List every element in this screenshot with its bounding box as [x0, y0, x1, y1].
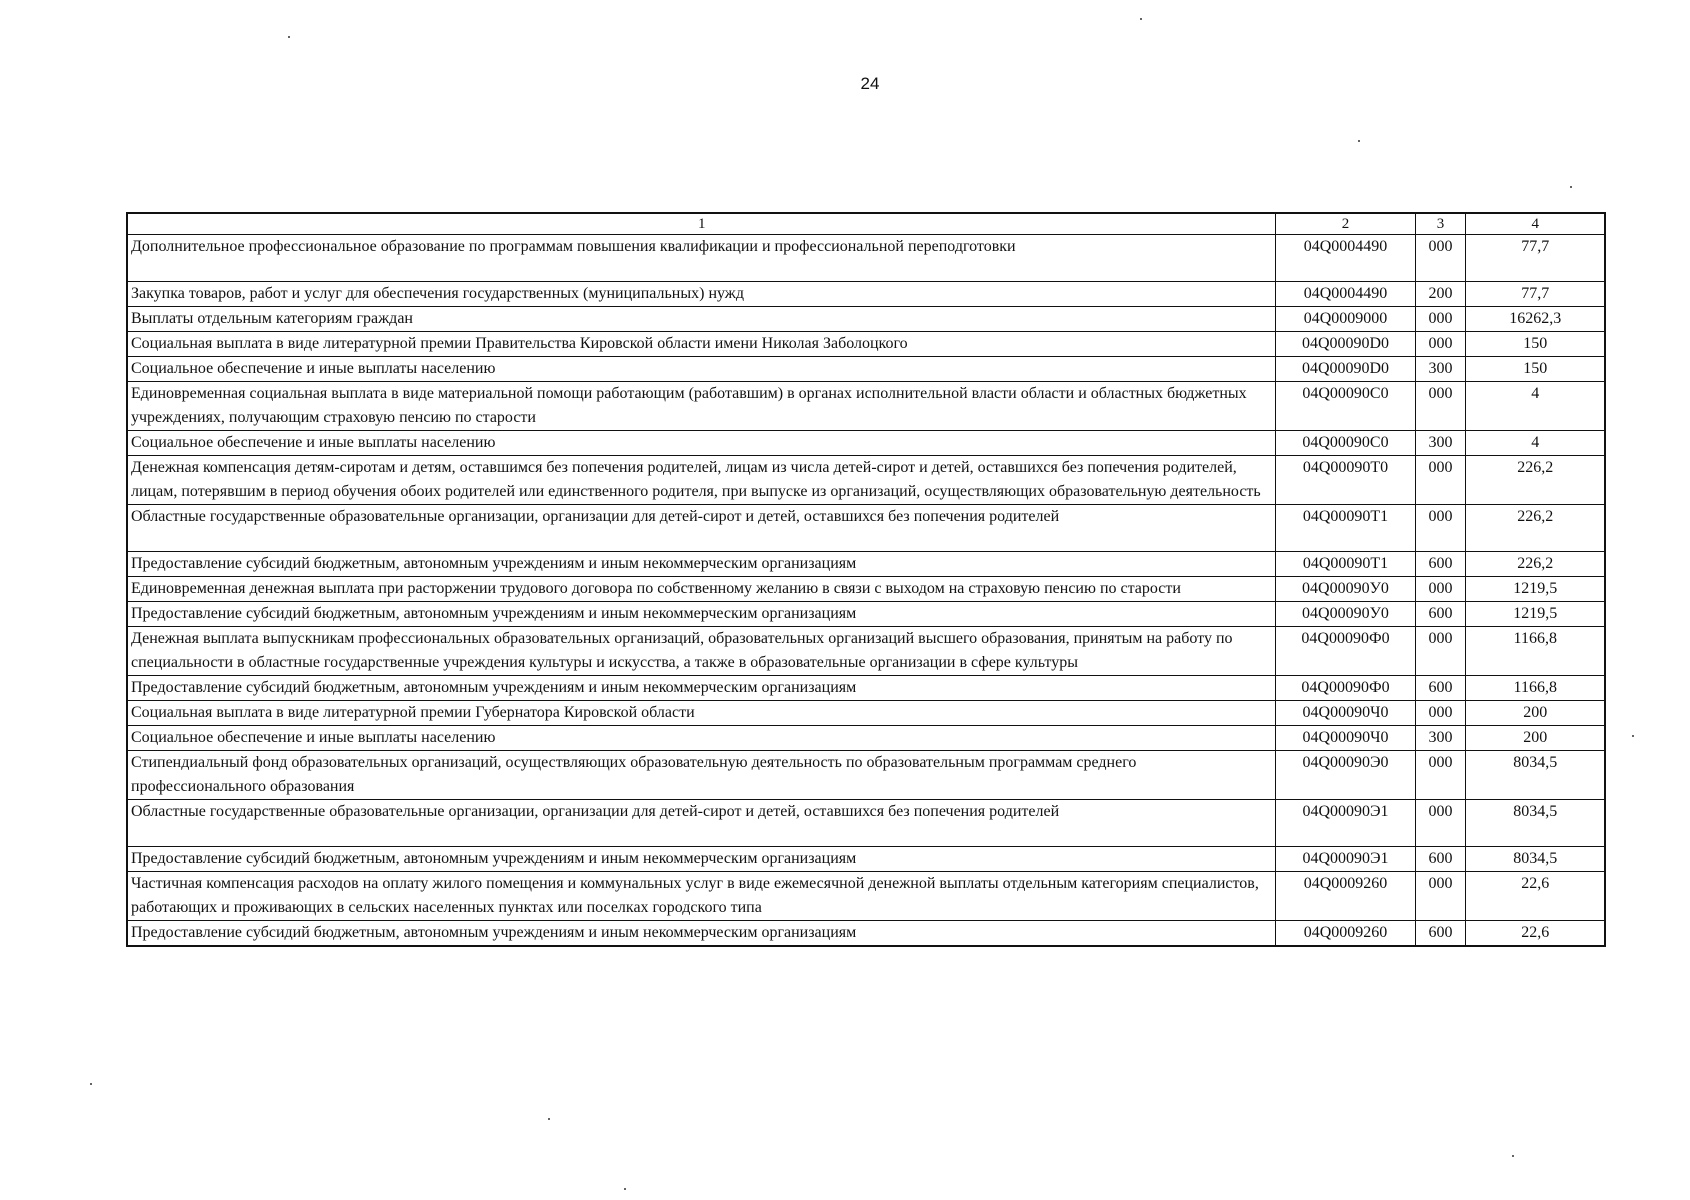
row-name-cell: Денежная выплата выпускникам профессиональных образовательных организаций, образовательных организаций высшего образования, принятым на работу по специальности в областные государственные учреждения культуры и искусства, а также в образовательные организации в сфере культуры: [127, 627, 1275, 676]
row-code-cell: 04Q00090T0: [1275, 456, 1415, 505]
row-amount-cell: 4: [1465, 431, 1605, 456]
row-type-cell: 300: [1415, 726, 1465, 751]
scan-speck: [1140, 18, 1142, 20]
row-name-cell: Предоставление субсидий бюджетным, автономным учреждениям и иным некоммерческим организациям: [127, 847, 1275, 872]
row-code-cell: 04Q00090Ф0: [1275, 676, 1415, 701]
row-name-cell: Дополнительное профессиональное образование по программам повышения квалификации и профессиональной переподготовки: [127, 235, 1275, 282]
row-name-cell: Единовременная социальная выплата в виде материальной помощи работающим (работавшим) в органах исполнительной власти области и областных бюджетных учреждениях, получающим страховую пенсию по старости: [127, 382, 1275, 431]
table-row: [127, 872, 1605, 921]
row-amount-cell: 1219,5: [1465, 602, 1605, 627]
row-code-cell: 04Q0004490: [1275, 235, 1415, 282]
scan-speck: [90, 1083, 92, 1085]
scan-speck: [1512, 1155, 1514, 1157]
row-code-cell: 04Q00090У0: [1275, 577, 1415, 602]
scan-speck: [624, 1188, 626, 1190]
column-header-name: 1: [127, 213, 1275, 235]
scan-speck: [1358, 140, 1360, 142]
row-amount-cell: 200: [1465, 726, 1605, 751]
row-name-cell: Денежная компенсация детям-сиротам и детям, оставшимся без попечения родителей, лицам из числа детей-сирот и детей, оставшихся без попечения родителей, лицам, потерявшим в период обучения обоих родителей или единственного родителя, при выпуске из организаций, осуществляющих образовательную деятельность: [127, 456, 1275, 505]
row-type-cell: 000: [1415, 872, 1465, 921]
row-name-cell: Единовременная денежная выплата при расторжении трудового договора по собственному желанию в связи с выходом на страховую пенсию по старости: [127, 577, 1275, 602]
row-type-cell: 000: [1415, 382, 1465, 431]
table-row: [127, 431, 1605, 456]
row-type-cell: 300: [1415, 357, 1465, 382]
row-type-cell: 000: [1415, 701, 1465, 726]
table-row: [127, 577, 1605, 602]
table-row: [127, 357, 1605, 382]
table-row: [127, 847, 1605, 872]
row-amount-cell: 77,7: [1465, 235, 1605, 282]
row-name-cell: Социальное обеспечение и иные выплаты населению: [127, 357, 1275, 382]
scan-speck: [1570, 186, 1572, 188]
row-code-cell: 04Q00090Ч0: [1275, 701, 1415, 726]
row-amount-cell: 226,2: [1465, 552, 1605, 577]
row-code-cell: 04Q0009000: [1275, 307, 1415, 332]
row-name-cell: Частичная компенсация расходов на оплату жилого помещения и коммунальных услуг в виде ежемесячной денежной выплаты отдельным категориям специалистов, работающих и проживающих в сельских населенных пунктах или поселках городского типа: [127, 872, 1275, 921]
row-amount-cell: 8034,5: [1465, 800, 1605, 847]
table-row: [127, 382, 1605, 431]
row-amount-cell: 150: [1465, 357, 1605, 382]
row-name-cell: Стипендиальный фонд образовательных организаций, осуществляющих образовательную деятельность по образовательным программам среднего профессионального образования: [127, 751, 1275, 800]
row-name-cell: Социальная выплата в виде литературной премии Губернатора Кировской области: [127, 701, 1275, 726]
row-type-cell: 000: [1415, 751, 1465, 800]
row-code-cell: 04Q0009260: [1275, 872, 1415, 921]
row-name-cell: Областные государственные образовательные организации, организации для детей-сирот и детей, оставшихся без попечения родителей: [127, 800, 1275, 847]
row-code-cell: 04Q00090C0: [1275, 431, 1415, 456]
table-row: [127, 800, 1605, 847]
column-header-code: 2: [1275, 213, 1415, 235]
table-row: [127, 332, 1605, 357]
row-name-cell: Выплаты отдельным категориям граждан: [127, 307, 1275, 332]
row-type-cell: 000: [1415, 235, 1465, 282]
row-amount-cell: 4: [1465, 382, 1605, 431]
row-type-cell: 000: [1415, 307, 1465, 332]
row-name-cell: Социальное обеспечение и иные выплаты населению: [127, 726, 1275, 751]
scan-speck: [1632, 735, 1634, 737]
row-code-cell: 04Q00090Ф0: [1275, 627, 1415, 676]
table-row: [127, 282, 1605, 307]
table-row: [127, 505, 1605, 552]
row-amount-cell: 8034,5: [1465, 751, 1605, 800]
row-name-cell: Предоставление субсидий бюджетным, автономным учреждениям и иным некоммерческим организациям: [127, 602, 1275, 627]
row-type-cell: 000: [1415, 332, 1465, 357]
row-name-cell: Социальная выплата в виде литературной премии Правительства Кировской области имени Николая Заболоцкого: [127, 332, 1275, 357]
row-type-cell: 000: [1415, 627, 1465, 676]
table-row: [127, 307, 1605, 332]
table-row: [127, 627, 1605, 676]
scan-speck: [548, 1118, 550, 1120]
row-code-cell: 04Q00090D0: [1275, 332, 1415, 357]
row-name-cell: Предоставление субсидий бюджетным, автономным учреждениям и иным некоммерческим организациям: [127, 552, 1275, 577]
row-type-cell: 600: [1415, 676, 1465, 701]
table-row: [127, 921, 1605, 947]
table-row: [127, 676, 1605, 701]
budget-table-container: [126, 212, 1604, 947]
row-amount-cell: 150: [1465, 332, 1605, 357]
table-row: [127, 235, 1605, 282]
row-amount-cell: 1166,8: [1465, 676, 1605, 701]
column-header-amount: 4: [1465, 213, 1605, 235]
row-amount-cell: 1219,5: [1465, 577, 1605, 602]
row-name-cell: Предоставление субсидий бюджетным, автономным учреждениям и иным некоммерческим организациям: [127, 921, 1275, 947]
row-amount-cell: 226,2: [1465, 456, 1605, 505]
row-amount-cell: 226,2: [1465, 505, 1605, 552]
row-amount-cell: 200: [1465, 701, 1605, 726]
row-name-cell: Предоставление субсидий бюджетным, автономным учреждениям и иным некоммерческим организациям: [127, 676, 1275, 701]
row-code-cell: 04Q00090У0: [1275, 602, 1415, 627]
header-row: [127, 213, 1605, 235]
row-amount-cell: 8034,5: [1465, 847, 1605, 872]
table-row: [127, 726, 1605, 751]
row-name-cell: Социальное обеспечение и иные выплаты населению: [127, 431, 1275, 456]
page-number: 24: [860, 74, 880, 93]
row-amount-cell: 1166,8: [1465, 627, 1605, 676]
row-type-cell: 000: [1415, 505, 1465, 552]
row-name-cell: Закупка товаров, работ и услуг для обеспечения государственных (муниципальных) нужд: [127, 282, 1275, 307]
row-code-cell: 04Q00090Э1: [1275, 847, 1415, 872]
scan-speck: [288, 36, 290, 38]
row-type-cell: 600: [1415, 921, 1465, 947]
row-type-cell: 000: [1415, 456, 1465, 505]
row-code-cell: 04Q0009260: [1275, 921, 1415, 947]
column-header-type: 3: [1415, 213, 1465, 235]
budget-table: [126, 212, 1606, 947]
row-code-cell: 04Q00090Э1: [1275, 800, 1415, 847]
row-amount-cell: 77,7: [1465, 282, 1605, 307]
table-row: [127, 701, 1605, 726]
row-code-cell: 04Q00090D0: [1275, 357, 1415, 382]
row-type-cell: 600: [1415, 602, 1465, 627]
table-row: [127, 552, 1605, 577]
row-type-cell: 000: [1415, 800, 1465, 847]
row-type-cell: 600: [1415, 847, 1465, 872]
row-code-cell: 04Q00090Э0: [1275, 751, 1415, 800]
row-code-cell: 04Q0004490: [1275, 282, 1415, 307]
row-code-cell: 04Q00090C0: [1275, 382, 1415, 431]
table-body: [127, 235, 1605, 947]
row-amount-cell: 22,6: [1465, 872, 1605, 921]
row-type-cell: 600: [1415, 552, 1465, 577]
row-type-cell: 300: [1415, 431, 1465, 456]
row-code-cell: 04Q00090Ч0: [1275, 726, 1415, 751]
table-row: [127, 456, 1605, 505]
row-name-cell: Областные государственные образовательные организации, организации для детей-сирот и детей, оставшихся без попечения родителей: [127, 505, 1275, 552]
row-code-cell: 04Q00090T1: [1275, 552, 1415, 577]
row-amount-cell: 16262,3: [1465, 307, 1605, 332]
row-amount-cell: 22,6: [1465, 921, 1605, 947]
row-type-cell: 200: [1415, 282, 1465, 307]
table-row: [127, 602, 1605, 627]
row-code-cell: 04Q00090T1: [1275, 505, 1415, 552]
table-row: [127, 751, 1605, 800]
row-type-cell: 000: [1415, 577, 1465, 602]
